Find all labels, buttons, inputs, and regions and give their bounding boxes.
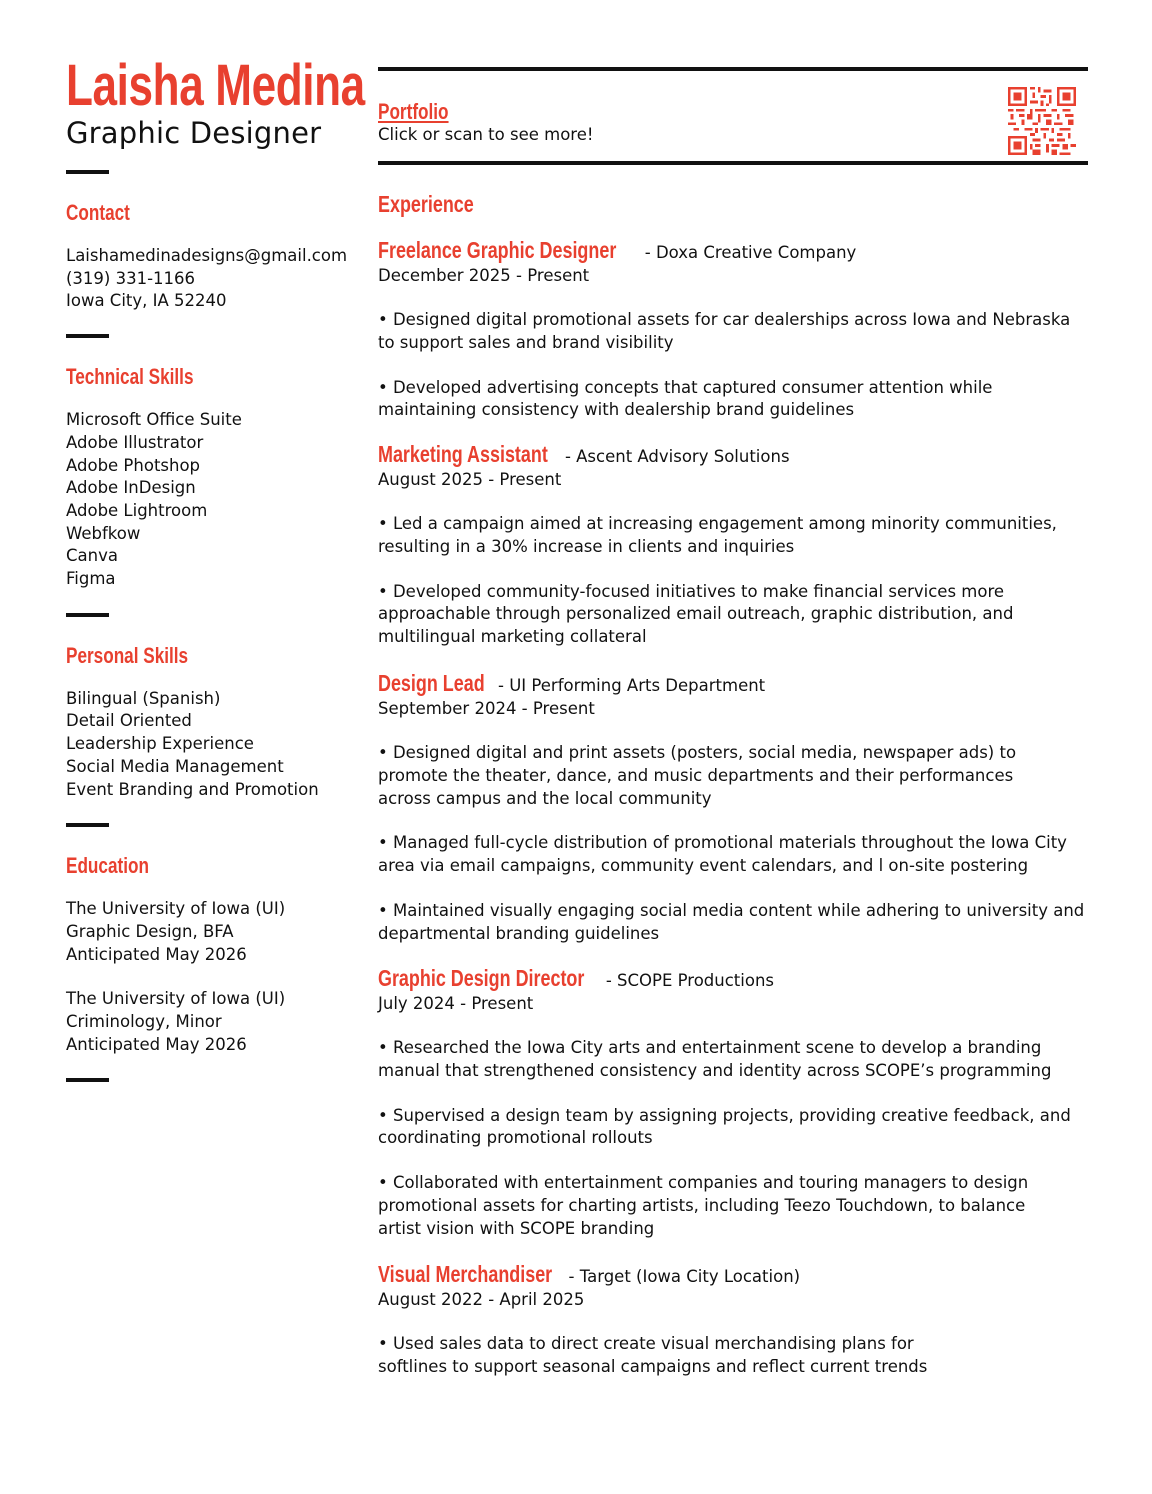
job-role: Graphic Design Director <box>378 965 585 991</box>
divider <box>66 334 109 338</box>
right-column <box>378 67 1088 1376</box>
phone-number: (319) 331-1166 <box>66 268 196 288</box>
list-item: Adobe Photshop <box>66 455 201 475</box>
technical-skills-list <box>66 409 366 591</box>
bullet-line: • Supervised a design team by assigning projects, providing creative feedback, and <box>378 1105 1071 1125</box>
job-organization: - Doxa Creative Company <box>639 243 857 262</box>
location: Iowa City, IA 52240 <box>66 291 227 311</box>
bullet-line: • Developed advertising concepts that captured consumer attention while <box>378 377 993 397</box>
technical-skills-heading: Technical Skills <box>66 364 194 390</box>
bullet-line: • Maintained visually engaging social media content while adhering to university and <box>378 900 1085 920</box>
job-bullet <box>378 742 1088 810</box>
bullet-line: • Researched the Iowa City arts and entertainment scene to develop a branding <box>378 1038 1042 1057</box>
bullet-line: multilingual marketing collateral <box>378 627 647 647</box>
graduation-date: Anticipated May 2026 <box>66 944 247 964</box>
bullet-line: approachable through personalized email outreach, graphic distribution, and <box>378 604 1014 624</box>
experience-heading: Experience <box>378 191 474 217</box>
job-role: Visual Merchandiser <box>378 1261 553 1287</box>
job-role: Freelance Graphic Designer <box>378 237 617 263</box>
candidate-title: Graphic Designer <box>66 116 322 150</box>
list-item: Social Media Management <box>66 756 284 776</box>
list-item: Bilingual (Spanish) <box>66 688 221 708</box>
bullet-line: promote the theater, dance, and music departments and their performances <box>378 765 1014 785</box>
job-entry <box>378 443 1088 649</box>
school: The University of Iowa (UI) <box>66 899 286 919</box>
job-entry <box>378 239 1088 422</box>
education-entry <box>66 898 366 966</box>
list-item: Leadership Experience <box>66 734 254 754</box>
graduation-date: Anticipated May 2026 <box>66 1034 247 1054</box>
degree: Criminology, Minor <box>66 1012 222 1032</box>
list-item: Adobe Lightroom <box>66 500 208 520</box>
bullet-line: • Developed community-focused initiatives to make financial services more <box>378 581 1005 601</box>
job-organization: - Target (Iowa City Location) <box>563 1267 801 1286</box>
personal-skills-list <box>66 688 366 802</box>
job-dates: July 2024 - Present <box>378 994 534 1013</box>
divider <box>66 613 109 617</box>
bullet-line: promotional assets for charting artists, including Teezo Touchdown, to balance <box>378 1195 1026 1215</box>
portfolio-banner <box>378 71 1088 161</box>
bullet-line: • Designed digital promotional assets for car dealerships across Iowa and Nebraska <box>378 310 1071 329</box>
job-bullet <box>378 309 1088 355</box>
contact-info <box>66 245 366 313</box>
job-bullet <box>378 1105 1088 1151</box>
job-organization: - Ascent Advisory Solutions <box>559 447 790 466</box>
bottom-rule <box>378 161 1088 165</box>
contact-heading: Contact <box>66 200 130 225</box>
candidate-name: Laisha Medina <box>66 53 365 118</box>
job-bullet <box>378 581 1088 649</box>
list-item: Webfkow <box>66 523 141 543</box>
bullet-line: across campus and the local community <box>378 788 712 808</box>
portfolio-link[interactable]: Portfolio <box>378 99 449 124</box>
job-entry <box>378 1263 1088 1379</box>
bullet-line: • Led a campaign aimed at increasing engagement among minority communities, <box>378 514 1057 533</box>
job-entry <box>378 672 1088 946</box>
job-entry <box>378 967 1088 1241</box>
bullet-line: to support sales and brand visibility <box>378 332 674 352</box>
list-item: Adobe InDesign <box>66 478 196 498</box>
divider <box>66 170 109 174</box>
job-role: Marketing Assistant <box>378 441 548 467</box>
job-role: Design Lead <box>378 670 485 696</box>
bullet-line: softlines to support seasonal campaigns and reflect current trends <box>378 1356 928 1376</box>
bullet-line: resulting in a 30% increase in clients and inquiries <box>378 536 795 556</box>
job-bullet <box>378 1172 1088 1240</box>
job-dates: August 2025 - Present <box>378 470 562 489</box>
bullet-line: departmental branding guidelines <box>378 923 660 943</box>
divider <box>66 823 109 827</box>
education-heading: Education <box>66 853 149 879</box>
list-item: Event Branding and Promotion <box>66 779 319 799</box>
left-column <box>66 53 366 1082</box>
bullet-line: • Managed full-cycle distribution of promotional materials throughout the Iowa City <box>378 833 1067 853</box>
job-bullet <box>378 900 1088 946</box>
qr-code-icon[interactable] <box>1008 87 1076 155</box>
list-item: Detail Oriented <box>66 711 192 731</box>
divider <box>66 1078 109 1082</box>
personal-skills-heading: Personal Skills <box>66 642 189 668</box>
degree: Graphic Design, BFA <box>66 921 234 941</box>
bullet-line: • Used sales data to direct create visual merchandising plans for <box>378 1334 914 1353</box>
job-bullet <box>378 1037 1088 1083</box>
job-dates: August 2022 - April 2025 <box>378 1290 585 1309</box>
job-bullet <box>378 1333 1088 1379</box>
list-item: Figma <box>66 569 116 589</box>
education-entry <box>66 988 366 1056</box>
bullet-line: area via email campaigns, community event calendars, and l on-site postering <box>378 856 1029 876</box>
portfolio-subtitle: Click or scan to see more! <box>378 125 594 144</box>
bullet-line: coordinating promotional rollouts <box>378 1128 653 1148</box>
job-organization: - SCOPE Productions <box>600 971 775 990</box>
job-bullet <box>378 377 1088 423</box>
job-organization: - UI Performing Arts Department <box>492 676 766 695</box>
list-item: Canva <box>66 546 118 566</box>
job-bullet <box>378 513 1088 559</box>
bullet-line: • Designed digital and print assets (posters, social media, newspaper ads) to <box>378 743 1017 762</box>
job-dates: December 2025 - Present <box>378 266 590 285</box>
email-link[interactable]: Laishamedinadesigns@gmail.com <box>66 246 348 265</box>
school: The University of Iowa (UI) <box>66 989 286 1009</box>
bullet-line: manual that strengthened consistency and identity across SCOPE’s programming <box>378 1060 1052 1080</box>
job-bullet <box>378 832 1088 878</box>
bullet-line: • Collaborated with entertainment companies and touring managers to design <box>378 1173 1029 1193</box>
list-item: Microsoft Office Suite <box>66 410 242 430</box>
list-item: Adobe Illustrator <box>66 432 204 452</box>
bullet-line: artist vision with SCOPE branding <box>378 1218 655 1238</box>
job-dates: September 2024 - Present <box>378 699 595 718</box>
bullet-line: maintaining consistency with dealership brand guidelines <box>378 400 855 420</box>
